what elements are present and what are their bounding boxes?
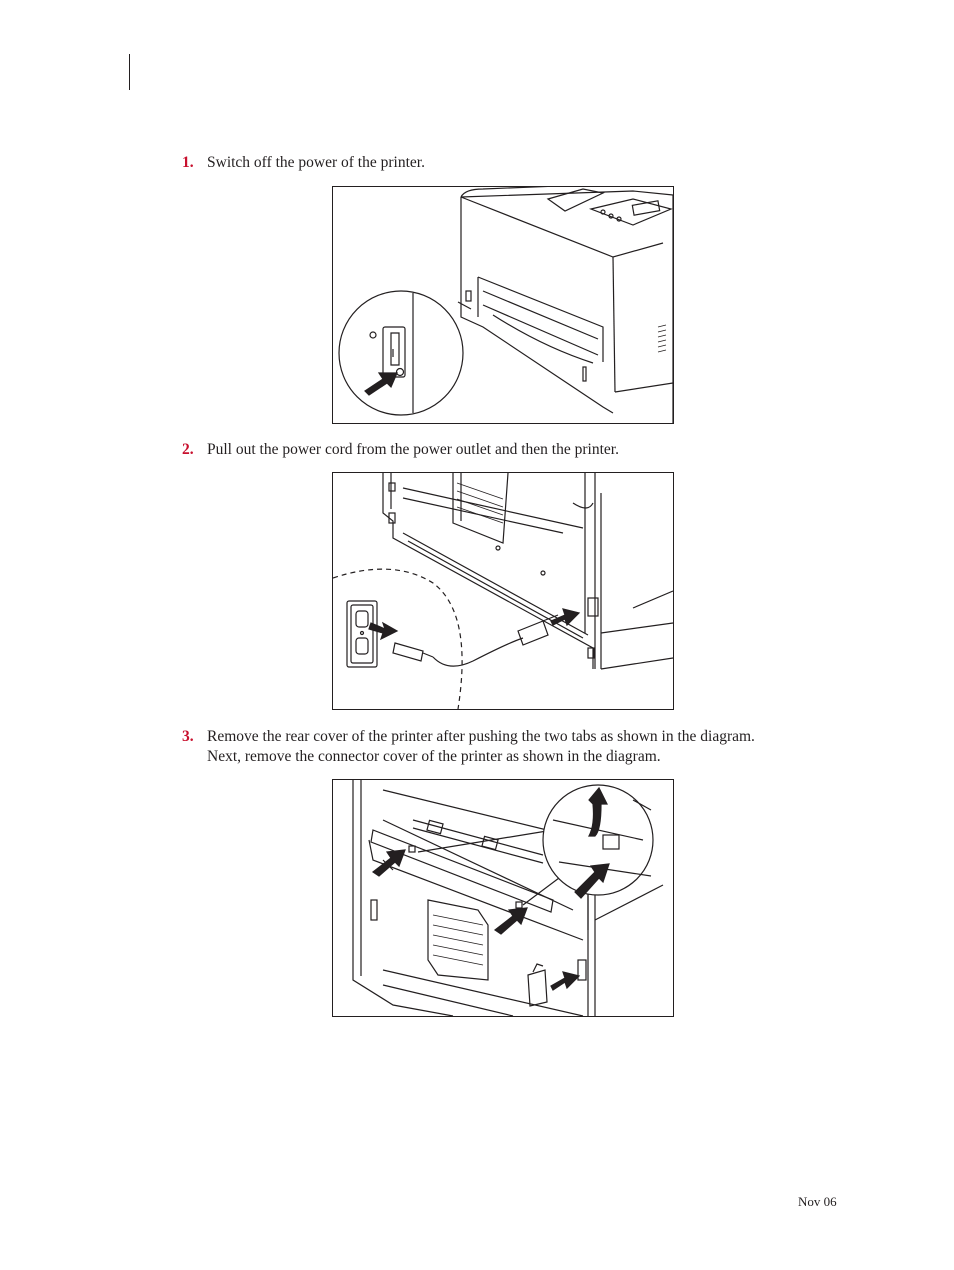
step-3-text-line-1: Remove the rear cover of the printer after pushing the two tabs as shown in the diagram. (207, 728, 755, 745)
unplug-power-cord-illustration-icon (333, 473, 673, 709)
margin-change-bar (129, 54, 130, 90)
step-1-text: Switch off the power of the printer. (207, 154, 425, 171)
step-3-number: 3. (182, 728, 194, 745)
power-switch-off-illustration-icon (333, 187, 673, 423)
footer-date: Nov 06 (798, 1194, 837, 1209)
step-2-number: 2. (182, 441, 194, 458)
step-3-text-line-2: Next, remove the connector cover of the printer as shown in the diagram. (207, 748, 661, 765)
figure-power-cord (332, 472, 674, 710)
figure-power-switch (332, 186, 674, 424)
step-1-number: 1. (182, 154, 194, 171)
figure-rear-cover (332, 779, 674, 1017)
step-2-text: Pull out the power cord from the power outlet and then the printer. (207, 441, 619, 458)
remove-rear-cover-illustration-icon (333, 780, 673, 1016)
